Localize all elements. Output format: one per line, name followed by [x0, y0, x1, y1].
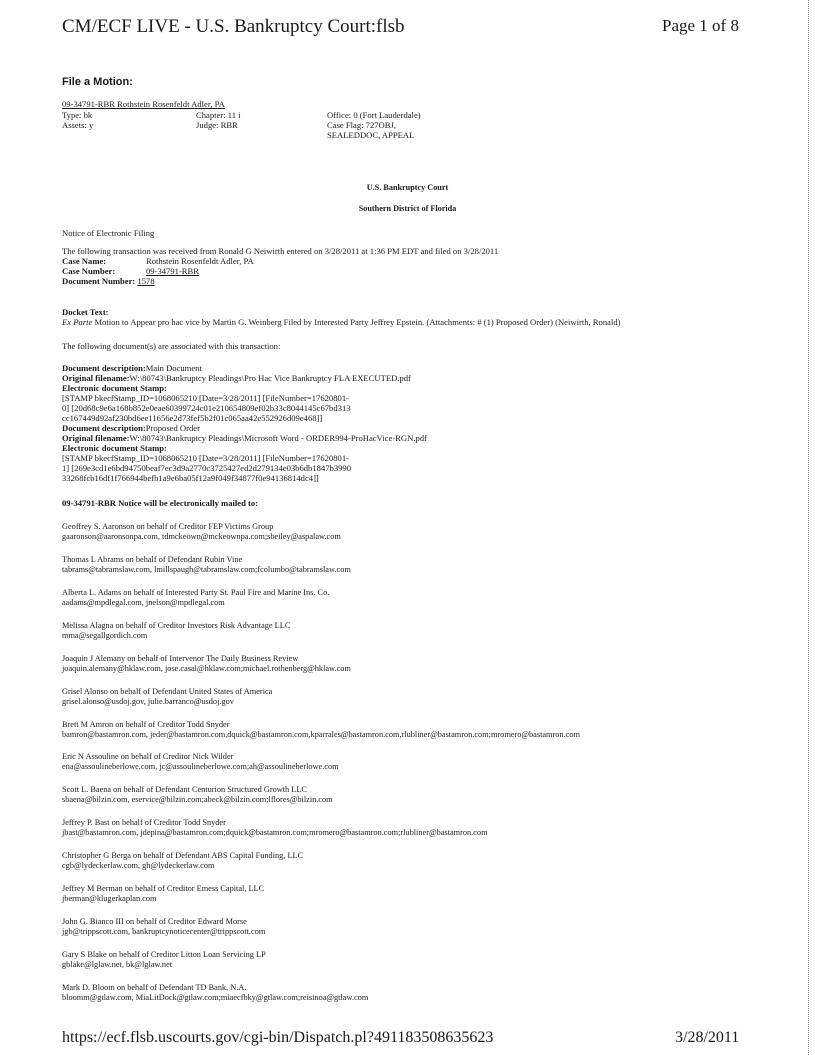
docket-block [62, 307, 802, 327]
notice-emails: sbaena@bilzin.com, eservice@bilzin.com;abeck@bilzin.com;lflores@bilzin.com [62, 794, 333, 804]
docket-text: Motion to Appear pro hac vice by Martin G. Weinberg Filed by Interested Party Jeffrey Epstein. (Attachments: # (1) Proposed Order) (Neiwirth, Ronald) [92, 317, 621, 327]
doc2-stamp-line2: 1] [269e3cd1e6bd94750beaf7ec3d9a2770c3725427ed2d279134e03b6db1847b3990 [62, 463, 352, 473]
notice-entry [62, 588, 802, 607]
notice-name: Alberta L. Adams on behalf of Interested Party St. Paul Fire and Marine Ins. Co. [62, 588, 330, 597]
notice-entry [62, 818, 802, 837]
notice-entry [62, 621, 802, 640]
notice-name: Geoffrey S. Aaronson on behalf of Creditor FEP Victims Group [62, 522, 274, 531]
case-flag-line1: Case Flag: 727OBJ, [327, 120, 396, 130]
notice-header [62, 498, 802, 508]
notice-emails: bloomm@gtlaw.com, MiaLitDock@gtlaw.com;miaecfbky@gtlaw.com;reisinoa@gtlaw.com [62, 992, 369, 1002]
doc2-desc: Proposed Order [145, 423, 200, 433]
case-name-label: Case Name: [62, 256, 107, 266]
notice-name: Mark D. Bloom on behalf of Defendant TD Bank, N.A. [62, 983, 247, 992]
notice-entry [62, 522, 802, 541]
page-number: Page 1 of 8 [662, 16, 739, 35]
page-edge-divider [808, 0, 809, 1055]
case-type: Type: bk [62, 110, 93, 120]
doc1-stamp-line1: [STAMP bkecfStamp_ID=1068065210 [Date=3/28/2011] [FileNumber=17620801- [62, 393, 349, 403]
notice-entry [62, 950, 802, 969]
case-flag-line2: SEALEDDOC, APPEAL [327, 130, 415, 140]
nef-heading: Notice of Electronic Filing [62, 228, 155, 238]
page-header-title: CM/ECF LIVE - U.S. Bankruptcy Court:flsb [62, 16, 405, 37]
doc1-stamp-line2: 0] [20d68c9e6a168b852e0eae60399724c01e210654809ef02b33c8044145c67bd313 [62, 403, 351, 413]
case-office: Office: 0 (Fort Lauderdale) [327, 110, 421, 120]
notice-name: Brett M Amron on behalf of Creditor Todd Snyder [62, 720, 230, 729]
doc1-stamp-label: Electronic document Stamp: [62, 383, 167, 393]
document-number-link[interactable]: 1578 [137, 276, 155, 286]
notice-emails: mma@segallgordich.com [62, 630, 148, 640]
notice-entry [62, 983, 802, 1002]
doc1-desc-label: Document description: [62, 363, 146, 373]
notice-header-text: Notice will be electronically mailed to: [115, 498, 259, 508]
case-number-label: Case Number: [62, 266, 116, 276]
notice-entry [62, 752, 802, 771]
notice-emails: gblake@lglaw.net, bk@lglaw.net [62, 959, 173, 969]
doc1-desc: Main Document [145, 363, 202, 373]
notice-name: Melissa Alagna on behalf of Creditor Investors Risk Advantage LLC [62, 621, 291, 630]
notice-case-number: 09-34791-RBR [62, 498, 116, 508]
notice-entry [62, 654, 802, 673]
case-name-value: Rothstein Rosenfeldt Adler, PA [146, 256, 254, 266]
case-number-link[interactable]: 09-34791-RBR [146, 266, 199, 276]
notice-entry [62, 720, 802, 739]
notice-name: Grisel Alonso on behalf of Defendant United States of America [62, 687, 273, 696]
notice-entry [62, 851, 802, 870]
doc2-stamp-line1: [STAMP bkecfStamp_ID=1068065210 [Date=3/28/2011] [FileNumber=17620801- [62, 453, 349, 463]
notice-emails: jberman@klugerkaplan.com [62, 893, 157, 903]
documents-block [62, 363, 802, 483]
court-name: U.S. Bankruptcy Court [366, 183, 449, 192]
notice-name: Christopher G Berga on behalf of Defendant ABS Capital Funding, LLC [62, 851, 304, 860]
notice-emails: aadams@mpdlegal.com, jnelson@mpdlegal.com [62, 597, 225, 607]
case-judge: Judge: RBR [196, 120, 238, 130]
doc1-stamp-line3: cc167449d92af230bd6ee11656e2d73fef5b2f01c065aa42e552926d09e468]] [62, 413, 323, 423]
footer-date: 3/28/2011 [675, 1029, 740, 1046]
notice-emails: bamron@bastamron.com, jeder@bastamron.com,dquick@bastamron.com,kparrales@bastamron.com,rlubliner@bastamron.com;mromero@bastamron.com [62, 729, 580, 739]
docket-ex-parte: Ex Parte [62, 317, 93, 327]
notice-entry [62, 555, 802, 574]
notice-name: Eric N Assouline on behalf of Creditor Nick Wilder [62, 752, 234, 761]
notice-emails: joaquin.alemany@hklaw.com, jose.casal@hklaw.com;michael.rothenberg@hklaw.com [62, 663, 351, 673]
case-link[interactable]: 09-34791-RBR Rothstein Rosenfeldt Adler, PA [62, 99, 225, 109]
notice-entry [62, 884, 802, 903]
doc2-desc-label: Document description: [62, 423, 146, 433]
case-chapter: Chapter: 11 i [196, 110, 241, 120]
notice-name: Jeffrey P. Bast on behalf of Creditor Todd Snyder [62, 818, 226, 827]
docket-text-label: Docket Text: [62, 307, 109, 317]
notice-entry [62, 687, 802, 706]
notice-emails: ena@assoulineberlowe.com, jc@assoulineberlowe.com;ah@assoulineberlowe.com [62, 761, 339, 771]
doc2-stamp-line3: 33268fcb16df1f766944befb1a9e6ba05f12a9f049f34877f0e94136814dc4]] [62, 473, 319, 483]
transaction-block [62, 246, 802, 286]
doc2-filename-label: Original filename: [62, 433, 130, 443]
notice-entry [62, 917, 802, 936]
doc2-stamp-label: Electronic document Stamp: [62, 443, 167, 453]
notice-name: Jeffrey M Berman on behalf of Creditor Emess Capital, LLC [62, 884, 265, 893]
document-number-label: Document Number: [62, 276, 136, 286]
case-assets: Assets: y [62, 120, 94, 130]
doc1-filename-label: Original filename: [62, 373, 130, 383]
notice-name: Scott L. Baena on behalf of Defendant Centurion Structured Growth LLC [62, 785, 307, 794]
notice-emails: grisel.alonso@usdoj.gov, julie.barranco@usdoj.gov [62, 696, 234, 706]
associated-documents-text: The following document(s) are associated with this transaction: [62, 341, 281, 351]
notice-emails: jbast@bastamron.com, jdepina@bastamron.com;dquick@bastamron.com;mromero@bastamron.com;rlubliner@bastamron.com [62, 827, 488, 837]
transaction-text: The following transaction was received from Ronald G Neiwirth entered on 3/28/2011 at 1:36 PM EDT and filed on 3/28/2011 [62, 246, 499, 256]
notice-name: John G. Bianco III on behalf of Creditor Edward Morse [62, 917, 247, 926]
notice-emails: jgb@trippscott.com, bankruptcynoticecenter@trippscott.com [62, 926, 266, 936]
notice-emails: cgb@lydeckerlaw.com, gh@lydeckerlaw.com [62, 860, 215, 870]
doc2-filename: W:\80743\Bankruptcy Pleadings\Microsoft Word - ORDER994-ProHacVice-RGN.pdf [129, 433, 427, 443]
footer-url: https://ecf.flsb.uscourts.gov/cgi-bin/Dispatch.pl?491183508635623 [62, 1029, 494, 1046]
notice-emails: tabrams@tabramslaw.com, lmillspaugh@tabramslaw.com;fcolumbo@tabramslaw.com [62, 564, 351, 574]
notice-name: Gary S Blake on behalf of Creditor Litton Loan Servicing LP [62, 950, 266, 959]
notice-name: Thomas L Abrams on behalf of Defendant Rubin Vine [62, 555, 243, 564]
section-title: File a Motion: [62, 76, 133, 88]
notice-name: Joaquin J Alemany on behalf of Intervenor The Daily Business Review [62, 654, 299, 663]
court-district: Southern District of Florida [358, 204, 457, 213]
doc1-filename: W:\80743\Bankruptcy Pleadings\Pro Hac Vice Bankruptcy FLA EXECUTED.pdf [129, 373, 411, 383]
notice-entry [62, 785, 802, 804]
notice-emails: gaaronson@aaronsonpa.com, tdmckeown@mckeownpa.com;sbeiley@aspalaw.com [62, 531, 341, 541]
